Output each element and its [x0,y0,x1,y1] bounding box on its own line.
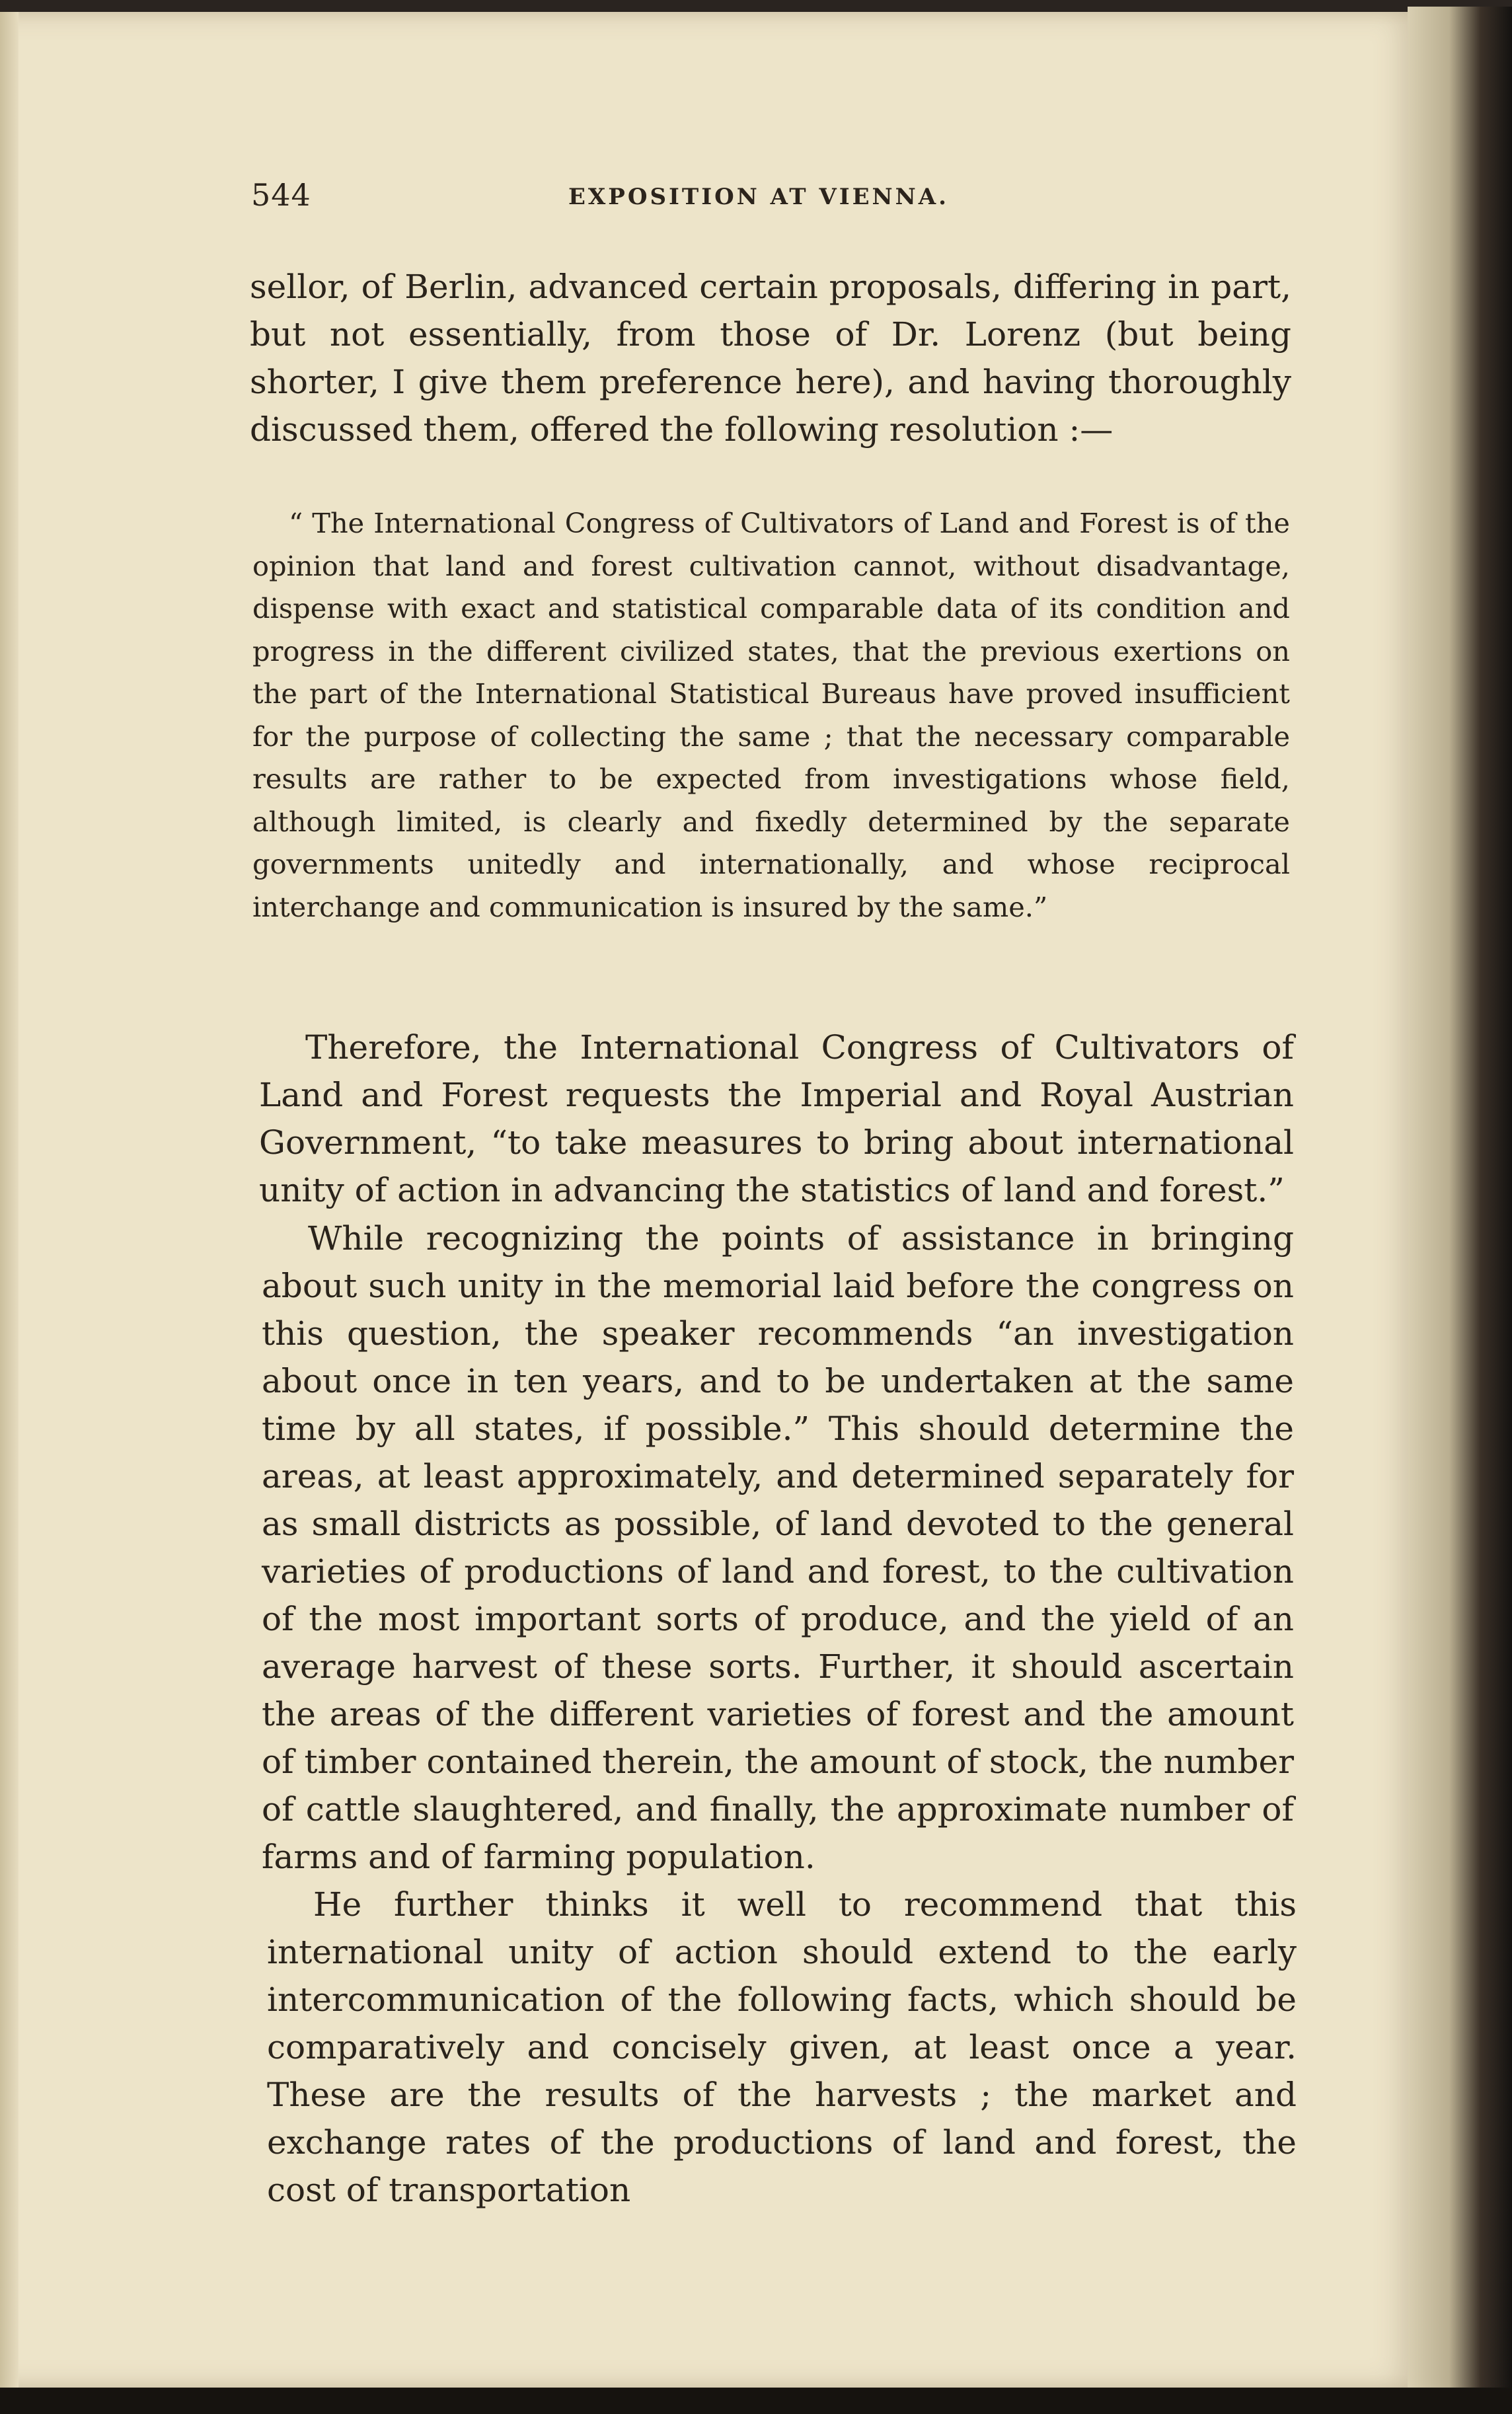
book-edge [1408,7,1512,2399]
page-header [251,177,1295,223]
intro-paragraph: sellor, of Berlin, advanced certain proposals, differing in part, but not essentially, from those of Dr. Lorenz (but being shorter, I give them preference here), and having thoroughly discussed them, offered the following resolution :— [250,268,1291,449]
quotation-block [252,502,1290,928]
page-number: 544 [251,177,311,213]
resolution-quotation: “ The International Congress of Cultivators of Land and Forest is of the opinion that land and forest cultivation cannot, without disadvantage, dispense with exact and statistical comparable data of its condition and progress in the different civilized states, that the previous exertions on the part of the International Statistical Bureaus have proved insufficient for the purpose of collecting the same ; that the necessary comparable results are rather to be expected from investigations whose field, although limited, is clearly and fixedly determined by the separate governments unitedly and internationally, and whose reciprocal interchange and communication is insured by the same.” [252,507,1290,923]
scan-bottom-border [0,2388,1512,2414]
therefore-paragraph-block [259,1024,1294,1214]
he-paragraph: He further thinks it well to recommend that this international unity of action should extend to the early intercommunication of the following facts, which should be comparatively and concisely given, at least once a year. These are the results of the harvests ; the market and exchange rates of the productions of land and forest, the cost of transportation [267,1885,1297,2209]
running-title: EXPOSITION AT VIENNA. [568,184,949,210]
therefore-paragraph: Therefore, the International Congress of Cultivators of Land and Forest requests the Imperial and Royal Austrian Government, “to take measures to bring about international unity of action in advancing the statistics of land and forest.” [259,1028,1294,1209]
while-paragraph-block [262,1215,1294,1881]
page-gutter-shadow [0,12,19,2388]
intro-paragraph-block [250,263,1291,453]
he-paragraph-block [267,1881,1297,2214]
while-paragraph: While recognizing the points of assistance in bringing about such unity in the memorial laid before the congress on this question, the speaker recommends “an investigation about once in ten years, and to be undertaken at the same time by all states, if possible.” This should determine the areas, at least approximately, and determined separately for as small districts as possible, of land devoted to the general varieties of productions of land and forest, to the cultivation of the most important sorts of produce, and the yield of an average harvest of these sorts. Further, it should ascertain the areas of the different varieties of forest and the amount of timber contained therein, the amount of stock, the number of cattle slaughtered, and finally, the approximate number of farms and of farming population. [262,1219,1294,1876]
